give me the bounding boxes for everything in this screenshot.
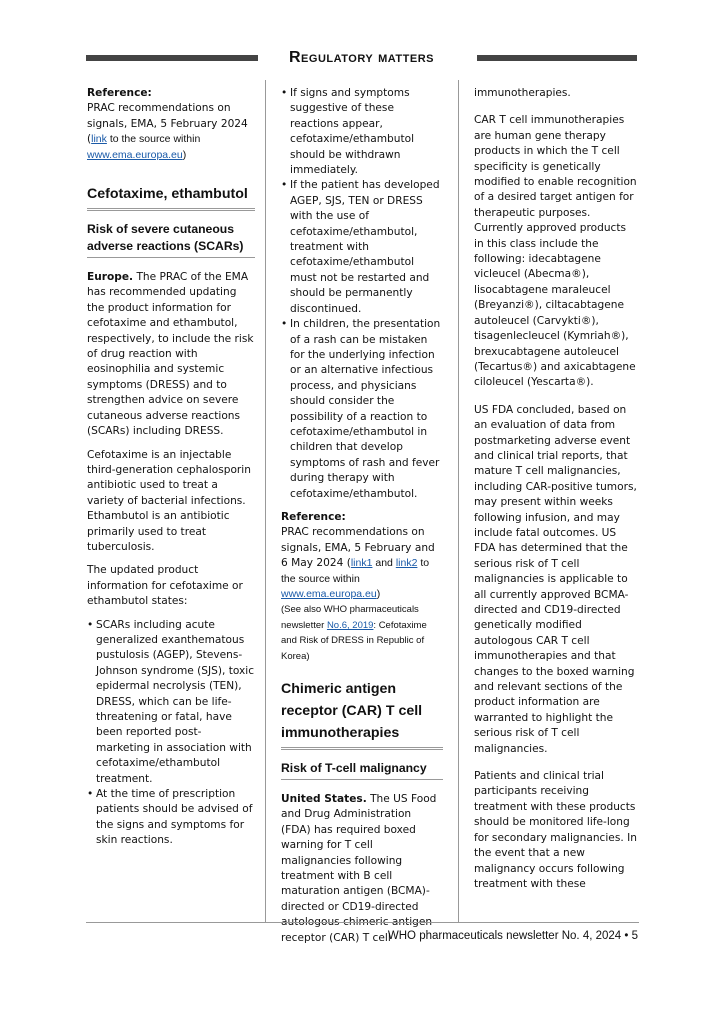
paragraph: CAR T cell immunotherapies are human gene therapy products in which the T cell specificity is genetically modified to enable recognition of a desired target antigen for therapeutic purposes. Currently approved products in this class include the following: idecabtagene vicleucel (Abecma®), lisocabtagene maraleucel (Breyanzi®), ciltacabtagene autoleucel (Carvykti®), tisagenlecleucel (Kymriah®), brexucabtagene autoleucel (Tecartus®) and axicabtagene ciloleucel (Yescarta®). bbox=[474, 114, 637, 389]
reference-close: ) bbox=[182, 148, 187, 161]
paragraph-text: The PRAC of the EMA has recommended updating the product information for cefotaxime and ethambutol, respectively, to include the risk of drug reaction with eosinophilia and systemic symptoms (DRESS) and to strengthen advice on severe cutaneous adverse reactions (SCARs) including DRESS. bbox=[87, 271, 254, 438]
paragraph: US FDA concluded, based on an evaluation of data from postmarketing adverse event and clinical trial reports, that mature T cell malignancies, including CAR-positive tumors, may present within weeks following infusion, and may include fatal outcomes. US FDA has determined that the serious risk of T cell malignancies is applicable to all currently approved BCMA-directed and CD19-directed genetically modified autologous CAR T cell immunotherapies and that changes to the boxed warning and relevant sections of the product information are warranted to highlight the serious risk of T cell malignancies. bbox=[474, 403, 637, 755]
reference-block bbox=[87, 86, 255, 163]
page-header bbox=[86, 48, 637, 68]
reference-text-mid: to the source within bbox=[281, 557, 430, 585]
header-bar-right bbox=[477, 55, 637, 61]
column-2 bbox=[281, 86, 443, 954]
column-1 bbox=[87, 86, 255, 849]
reference-url-link[interactable]: www.ema.europa.eu bbox=[87, 148, 183, 161]
reference-block bbox=[281, 510, 443, 664]
paragraph: Cefotaxime is an injectable third-generation cephalosporin antibiotic used to treat a variety of bacterial infections. Ethambutol is an antibiotic primarily used to treat tuberculosis. bbox=[87, 448, 251, 553]
see-also-link[interactable]: No.6, 2019 bbox=[326, 619, 374, 631]
reference-text: PRAC recommendations on signals, EMA, 5 February and 6 May 2024 ( bbox=[281, 526, 435, 570]
article-title-car-t: Chimeric antigen receptor (CAR) T cell immunotherapies bbox=[281, 678, 443, 750]
list-item: • If signs and symptoms suggestive of these reactions appear, cefotaxime/ethambutol should be withdrawn immediately. bbox=[290, 86, 443, 178]
column-divider-1 bbox=[265, 80, 266, 922]
region-lead: Europe. bbox=[87, 271, 134, 284]
reference-link[interactable]: link bbox=[91, 133, 107, 146]
section-header-title: Regulatory matters bbox=[289, 49, 434, 66]
paragraph: The updated product information for cefotaxime or ethambutol states: bbox=[87, 564, 243, 608]
bullet-list bbox=[87, 618, 255, 849]
reference-heading: Reference: bbox=[87, 87, 152, 99]
reference-and: and bbox=[372, 557, 396, 570]
list-item: • At the time of prescription patients should be advised of the signs and symptoms for skin reactions. bbox=[96, 787, 255, 849]
reference-link-1[interactable]: link1 bbox=[350, 557, 373, 570]
see-also-text-end: : Cefotaxime and Risk of DRESS in Republic of Korea) bbox=[281, 619, 427, 662]
list-item: • SCARs including acute generalized exanthematous pustulosis (AGEP), Stevens-Johnson syndrome (SJS), toxic epidermal necrolysis (TEN), DRESS, which can be life-threatening or fatal, have been reported post-marketing in association with cefotaxime/ethambutol treatment. bbox=[96, 618, 255, 787]
column-3 bbox=[474, 86, 639, 900]
article-subtitle-t-cell: Risk of T-cell malignancy bbox=[281, 760, 443, 780]
reference-text: PRAC recommendations on signals, EMA, 5 February 2024 ( bbox=[87, 102, 248, 146]
footer-rule bbox=[86, 922, 639, 923]
bullet-list bbox=[281, 86, 443, 502]
article-title-cefotaxime: Cefotaxime, ethambutol bbox=[87, 183, 255, 211]
paragraph: immunotherapies. bbox=[474, 87, 571, 99]
reference-link-2[interactable]: link2 bbox=[395, 557, 418, 570]
paragraph: Patients and clinical trial participants receiving treatment with these products should be monitored life-long for secondary malignancies. In the event that a new malignancy occurs following treatment with these bbox=[474, 770, 637, 890]
reference-close: ) bbox=[376, 588, 381, 600]
page-footer: WHO pharmaceuticals newsletter No. 4, 2024 • 5 bbox=[387, 930, 638, 942]
reference-text-mid: to the source within bbox=[106, 133, 201, 146]
reference-url-link[interactable]: www.ema.europa.eu bbox=[281, 588, 377, 600]
list-item: • If the patient has developed AGEP, SJS, TEN or DRESS with the use of cefotaxime/ethambutol, treatment with cefotaxime/ethambutol must not be restarted and should be permanently discontinued. bbox=[290, 178, 443, 317]
list-item: • In children, the presentation of a rash can be mistaken for the underlying infection or an alternative infectious process, and physicians should consider the possibility of a reaction to cefotaxime/ethambutol in children that develop symptoms of rash and fever during therapy with cefotaxime/ethambutol. bbox=[290, 317, 443, 502]
reference-heading: Reference: bbox=[281, 510, 346, 523]
region-lead: United States. bbox=[281, 793, 367, 806]
see-also-text: (See also WHO pharmaceuticals newsletter bbox=[281, 604, 419, 631]
article-subtitle-scars: Risk of severe cutaneous adverse reactions (SCARs) bbox=[87, 221, 255, 258]
paragraph bbox=[87, 270, 255, 439]
paragraph-text: The US Food and Drug Administration (FDA) has required boxed warning for T cell malignancies following treatment with B cell maturation antigen (BCMA)-directed or CD19-directed autologous chimeric antigen receptor (CAR) T cell bbox=[281, 793, 437, 944]
column-divider-2 bbox=[458, 80, 459, 922]
